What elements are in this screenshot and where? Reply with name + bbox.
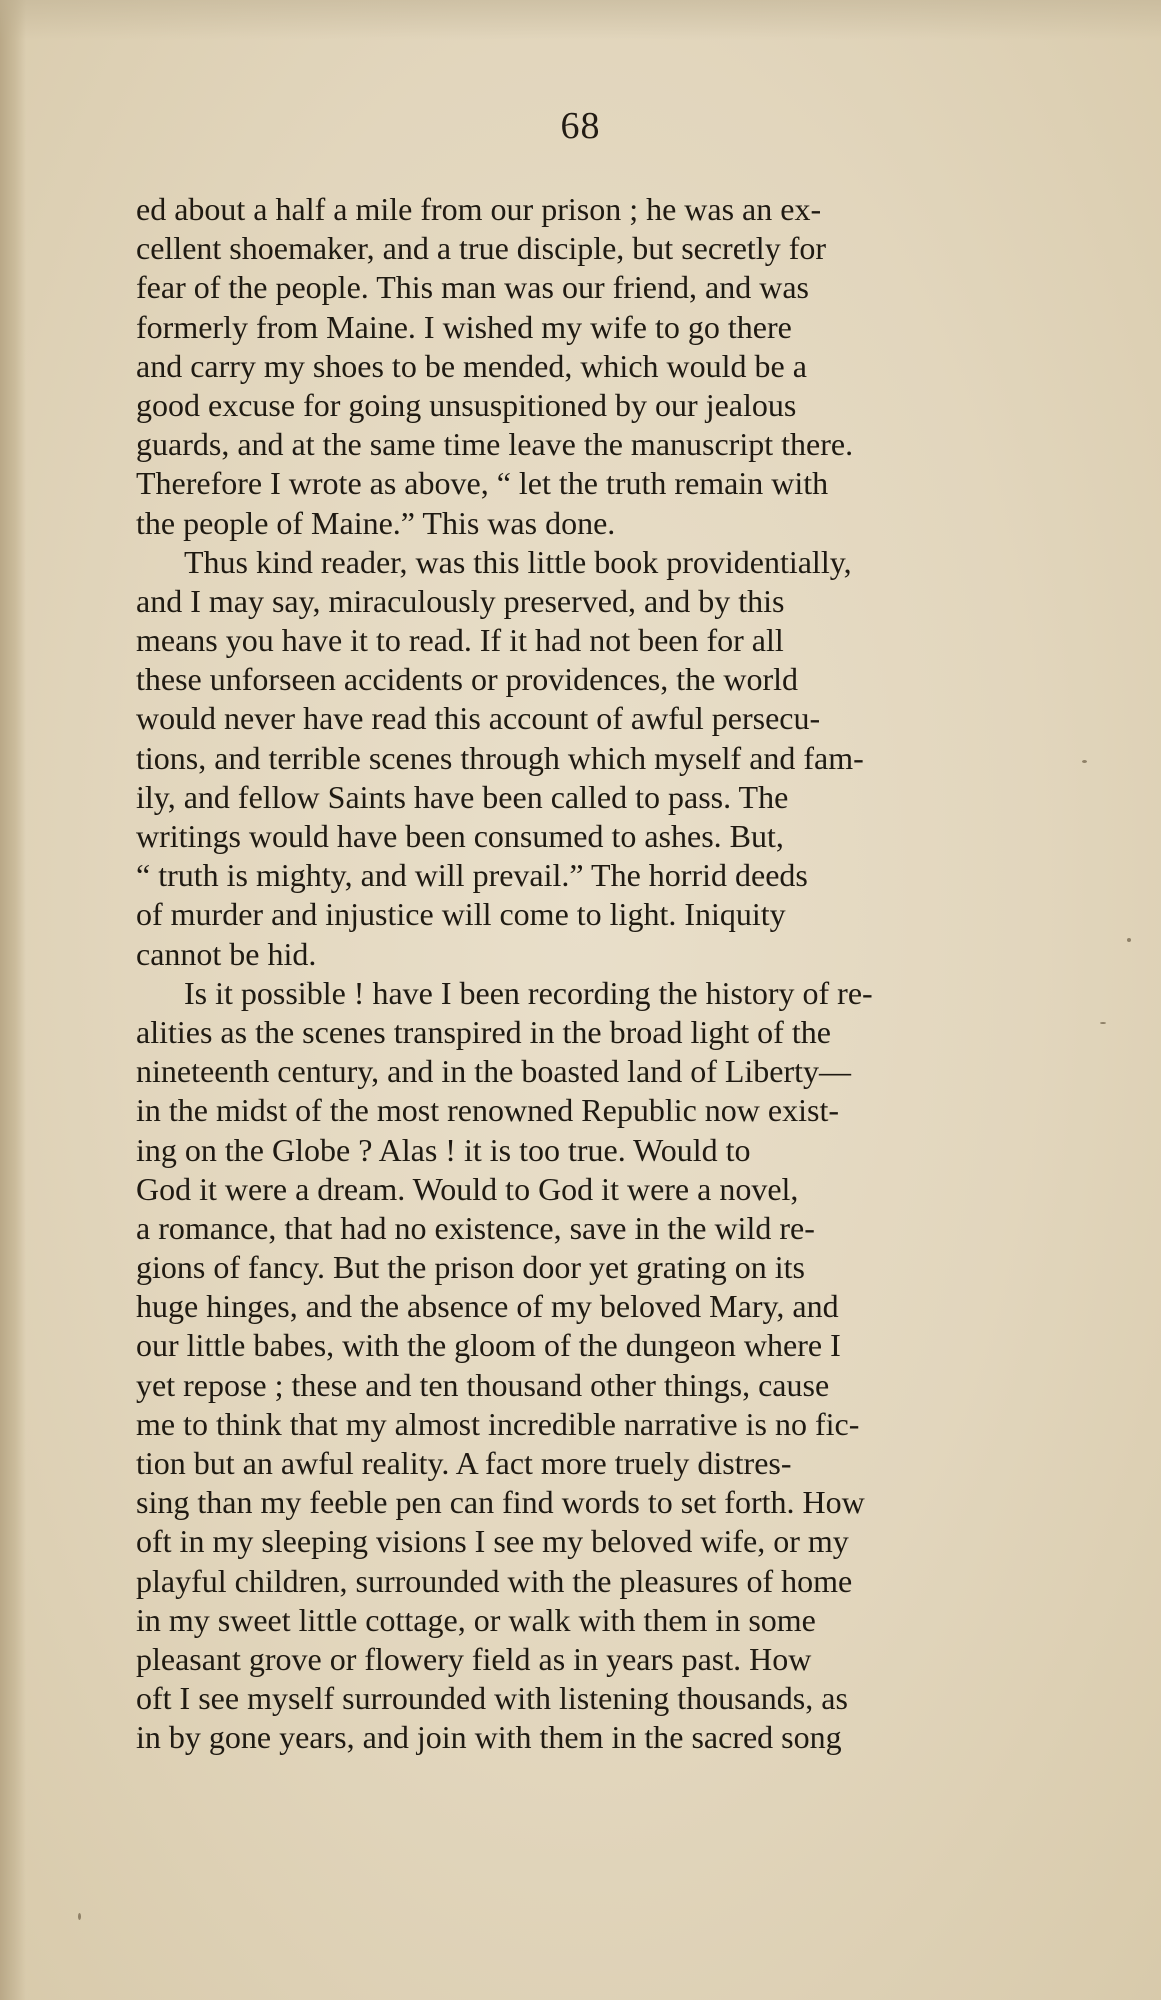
text-line: the people of Maine.” This was done. bbox=[136, 504, 616, 541]
text-line: me to think that my almost incredible narrative is no fic- bbox=[136, 1405, 860, 1442]
text-line: a romance, that had no existence, save in the wild re- bbox=[136, 1209, 815, 1246]
text-line: playful children, surrounded with the pleasures of home bbox=[136, 1562, 853, 1599]
paragraph bbox=[136, 190, 1050, 543]
text-line: Thus kind reader, was this little book providentially, bbox=[184, 543, 852, 580]
text-line: cellent shoemaker, and a true disciple, but secretly for bbox=[136, 230, 826, 267]
paper-speck bbox=[78, 1913, 81, 1920]
text-line: pleasant grove or flowery field as in years past. How bbox=[136, 1640, 812, 1677]
text-line: God it were a dream. Would to God it were a novel, bbox=[136, 1170, 799, 1207]
text-line: oft in my sleeping visions I see my beloved wife, or my bbox=[136, 1523, 849, 1560]
text-line: Is it possible ! have I been recording the history of re- bbox=[184, 974, 873, 1011]
text-line: would never have read this account of awful persecu- bbox=[136, 700, 821, 737]
paragraph bbox=[136, 543, 1050, 974]
text-line: cannot be hid. bbox=[136, 935, 317, 972]
text-line: in my sweet little cottage, or walk with them in some bbox=[136, 1601, 816, 1638]
text-line: yet repose ; these and ten thousand other things, cause bbox=[136, 1366, 830, 1403]
text-line: oft I see myself surrounded with listening thousands, as bbox=[136, 1680, 848, 1717]
text-line: gions of fancy. But the prison door yet grating on its bbox=[136, 1249, 805, 1286]
text-line: good excuse for going unsuspitioned by our jealous bbox=[136, 386, 797, 423]
text-line: ily, and fellow Saints have been called to pass. The bbox=[136, 778, 789, 815]
paper-speck bbox=[1100, 1022, 1106, 1024]
text-line: formerly from Maine. I wished my wife to go there bbox=[136, 308, 792, 345]
paper-speck bbox=[1127, 938, 1131, 942]
text-line: guards, and at the same time leave the manuscript there. bbox=[136, 426, 854, 463]
text-line: writings would have been consumed to ashes. But, bbox=[136, 818, 784, 854]
text-line: these unforseen accidents or providences, the world bbox=[136, 661, 798, 698]
text-line: and I may say, miraculously preserved, and by this bbox=[136, 582, 785, 619]
body-text bbox=[136, 190, 1050, 1758]
page-number: 68 bbox=[560, 105, 601, 147]
text-line: ing on the Globe ? Alas ! it is too true. Would to bbox=[136, 1131, 751, 1168]
text-line: ed about a half a mile from our prison ; he was an ex- bbox=[136, 191, 822, 227]
text-line: in the midst of the most renowned Republic now exist- bbox=[136, 1092, 839, 1129]
text-line: in by gone years, and join with them in the sacred song bbox=[136, 1719, 842, 1756]
text-line: fear of the people. This man was our friend, and was bbox=[136, 269, 809, 306]
text-line: means you have it to read. If it had not been for all bbox=[136, 622, 784, 659]
page-binding-edge bbox=[0, 0, 26, 2000]
page-top-shadow bbox=[0, 0, 1161, 40]
text-line: “ truth is mighty, and will prevail.” The horrid deeds bbox=[136, 857, 808, 894]
text-line: and carry my shoes to be mended, which would be a bbox=[136, 347, 807, 384]
text-line: alities as the scenes transpired in the broad light of the bbox=[136, 1013, 831, 1050]
text-line: tion but an awful reality. A fact more truely distres- bbox=[136, 1445, 792, 1481]
paper-speck bbox=[1082, 760, 1087, 763]
text-line: of murder and injustice will come to light. Iniquity bbox=[136, 896, 786, 933]
text-line: huge hinges, and the absence of my beloved Mary, and bbox=[136, 1288, 839, 1325]
text-line: our little babes, with the gloom of the dungeon where I bbox=[136, 1327, 841, 1364]
paragraph bbox=[136, 974, 1050, 1758]
text-line: nineteenth century, and in the boasted land of Liberty— bbox=[136, 1053, 852, 1090]
text-line: Therefore I wrote as above, “ let the truth remain with bbox=[136, 465, 829, 502]
text-line: sing than my feeble pen can find words to set forth. How bbox=[136, 1484, 865, 1521]
text-line: tions, and terrible scenes through which myself and fam- bbox=[136, 739, 864, 776]
